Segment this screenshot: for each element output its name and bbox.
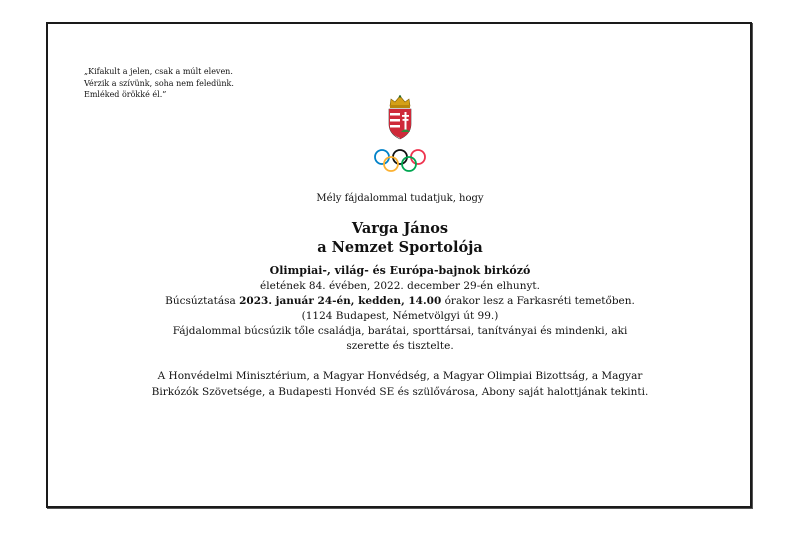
organizations-line: Birkózók Szövetsége, a Budapesti Honvéd SE és szülővárosa, Abony saját halottjának tekinti. bbox=[151, 386, 649, 398]
olympic-rings-icon bbox=[372, 148, 428, 174]
death-date-line: életének 84. évében, 2022. december 29-én elhunyt. bbox=[260, 280, 540, 292]
mourners-line: szerette és tisztelte. bbox=[346, 340, 454, 352]
hungarian-coat-of-arms-icon bbox=[385, 94, 415, 140]
cemetery-address: (1124 Budapest, Németvölgyi út 99.) bbox=[301, 310, 499, 322]
quote-line: „Kifakult a jelen, csak a múlt eleven. bbox=[84, 67, 233, 76]
funeral-prefix: Búcsúztatása bbox=[165, 295, 240, 307]
funeral-suffix: órakor lesz a Farkasréti temetőben. bbox=[441, 295, 635, 307]
funeral-line bbox=[100, 295, 700, 307]
organizations-line: A Honvédelmi Minisztérium, a Magyar Honvédség, a Magyar Olimpiai Bizottság, a Magyar bbox=[157, 370, 643, 382]
achievement-subtitle: Olimpiai-, világ- és Európa-bajnok birkózó bbox=[269, 264, 531, 277]
deceased-name: Varga János bbox=[351, 220, 449, 237]
quote-line: Vérzik a szívünk, soha nem feledünk. bbox=[84, 78, 234, 88]
quote-line: Emléked örökké él.” bbox=[84, 90, 167, 99]
funeral-date: 2023. január 24-én, kedden, 14.00 bbox=[239, 295, 442, 307]
mourners-line: Fájdalommal búcsúzik tőle családja, barátai, sporttársai, tanítványai és mindenki, aki bbox=[172, 325, 628, 337]
honor-title: a Nemzet Sportolója bbox=[317, 239, 483, 256]
memorial-quote bbox=[84, 66, 234, 101]
intro-text: Mély fájdalommal tudatjuk, hogy bbox=[316, 193, 484, 204]
